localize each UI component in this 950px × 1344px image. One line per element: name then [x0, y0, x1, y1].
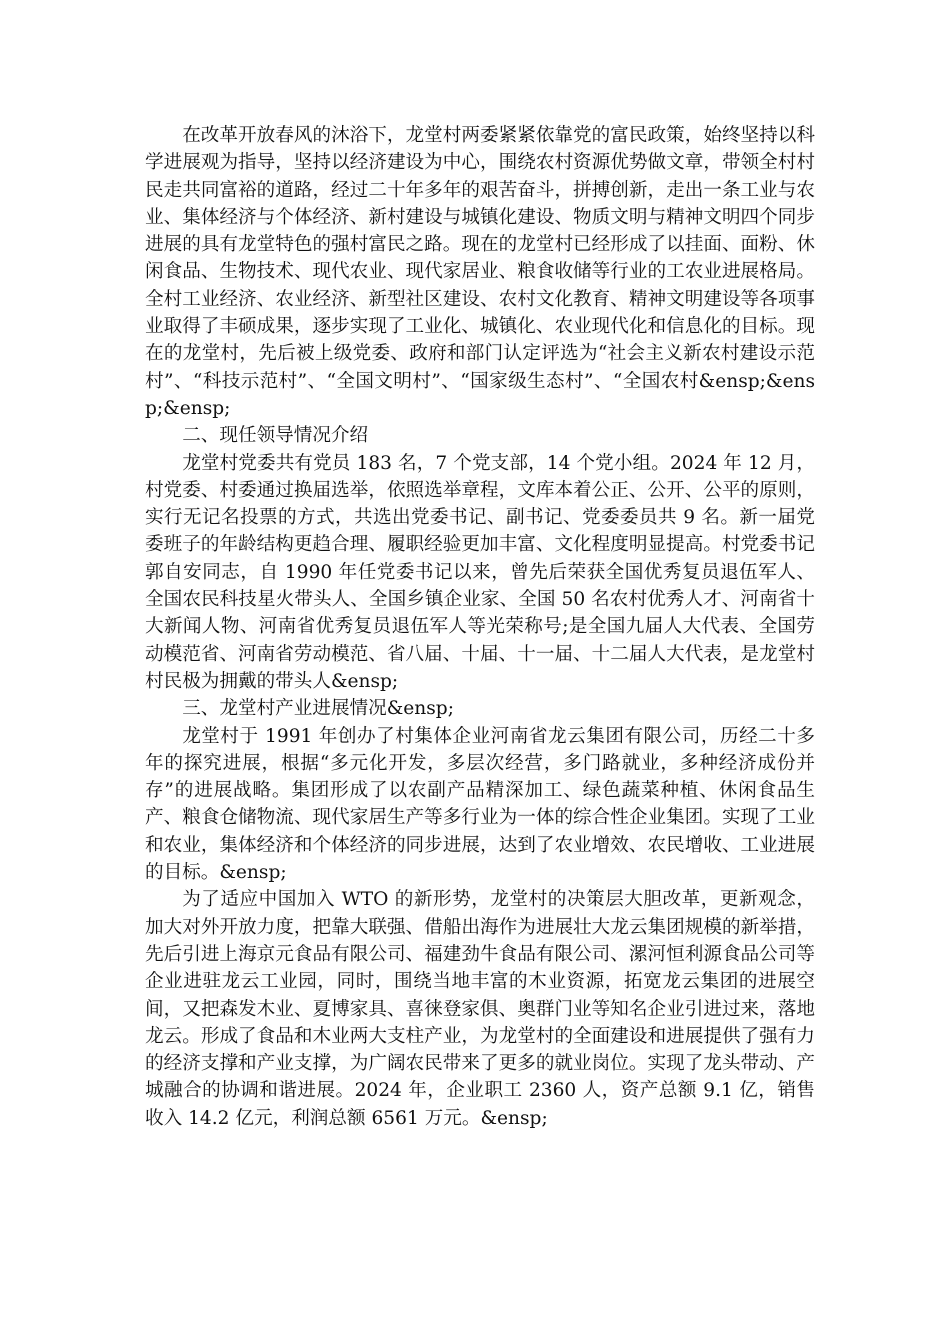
section-heading-industry: 三、龙堂村产业进展情况&ensp; — [182, 698, 454, 720]
section-heading-leadership: 二、现任领导情况介绍 — [182, 425, 369, 447]
document-page — [145, 122, 815, 1132]
paragraph-intro: 在改革开放春风的沐浴下，龙堂村两委紧紧依靠党的富民政策，始终坚持以科学进展观为指导，坚持以经济建设为中心，围绕农村资源优势做文章，带领全村村民走共同富裕的道路，经过二十年多年的艰苦奋斗，拼搏创新，走出一条工业与农业、集体经济与个体经济、新村建设与城镇化建设、物质文明与精神文明四个同步进展的具有龙堂特色的强村富民之路。现在的龙堂村已经形成了以挂面、面粉、休闲食品、生物技术、现代农业、现代家居业、粮食收储等行业的工农业进展格局。全村工业经济、农业经济、新型社区建设、农村文化教育、精神文明建设等各项事业取得了丰硕成果，逐步实现了工业化、城镇化、农业现代化和信息化的目标。现在的龙堂村，先后被上级党委、政府和部门认定评选为“社会主义新农村建设示范村”、“科技示范村”、“全国文明村”、“国家级生态村”、“全国农村&ensp;&ensp;&ensp; — [145, 125, 815, 419]
paragraph-industry-wto: 为了适应中国加入 WTO 的新形势，龙堂村的决策层大胆改革，更新观念，加大对外开放力度，把靠大联强、借船出海作为进展壮大龙云集团规模的新举措，先后引进上海京元食品有限公司、福建劲牛食品有限公司、漯河恒利源食品公司等企业进驻龙云工业园，同时，围绕当地丰富的木业资源，拓宽龙云集团的进展空间，又把森发木业、夏博家具、喜徕登家俱、奥群门业等知名企业引进过来，落地龙云。形成了食品和木业两大支柱产业，为龙堂村的全面建设和进展提供了强有力的经济支撑和产业支撑，为广阔农民带来了更多的就业岗位。实现了龙头带动、产城融合的协调和谐进展。2024 年，企业职工 2360 人，资产总额 9.1 亿，销售收入 14.2 亿元，利润总额 6561 万元。&ensp; — [145, 889, 815, 1129]
paragraph-leadership: 龙堂村党委共有党员 183 名，7 个党支部，14 个党小组。2024 年 12 月，村党委、村委通过换届选举，依照选举章程，文库本着公正、公开、公平的原则，实行无记名投票的方式，共选出党委书记、副书记、党委委员共 9 名。新一届党委班子的年龄结构更趋合理、履职经验更加丰富、文化程度明显提高。村党委书记郭自安同志，自 1990 年任党委书记以来，曾先后荣获全国优秀复员退伍军人、全国农民科技星火带头人、全国乡镇企业家、全国 50 名农村优秀人才、河南省十大新闻人物、河南省优秀复员退伍军人等光荣称号;是全国九届人大代表、全国劳动模范省、河南省劳动模范、省八届、十届、十一届、十二届人大代表，是龙堂村村民极为拥戴的带头人&ensp; — [145, 452, 815, 692]
paragraph-industry-group: 龙堂村于 1991 年创办了村集体企业河南省龙云集团有限公司，历经二十多年的探究进展，根据“多元化开发，多层次经营，多门路就业，多种经济成份并存”的进展战略。集团形成了以农副产品精深加工、绿色蔬菜种植、休闲食品生产、粮食仓储物流、现代家居生产等多行业为一体的综合性企业集团。实现了工业和农业，集体经济和个体经济的同步进展，达到了农业增效、农民增收、工业进展的目标。&ensp; — [145, 725, 815, 884]
